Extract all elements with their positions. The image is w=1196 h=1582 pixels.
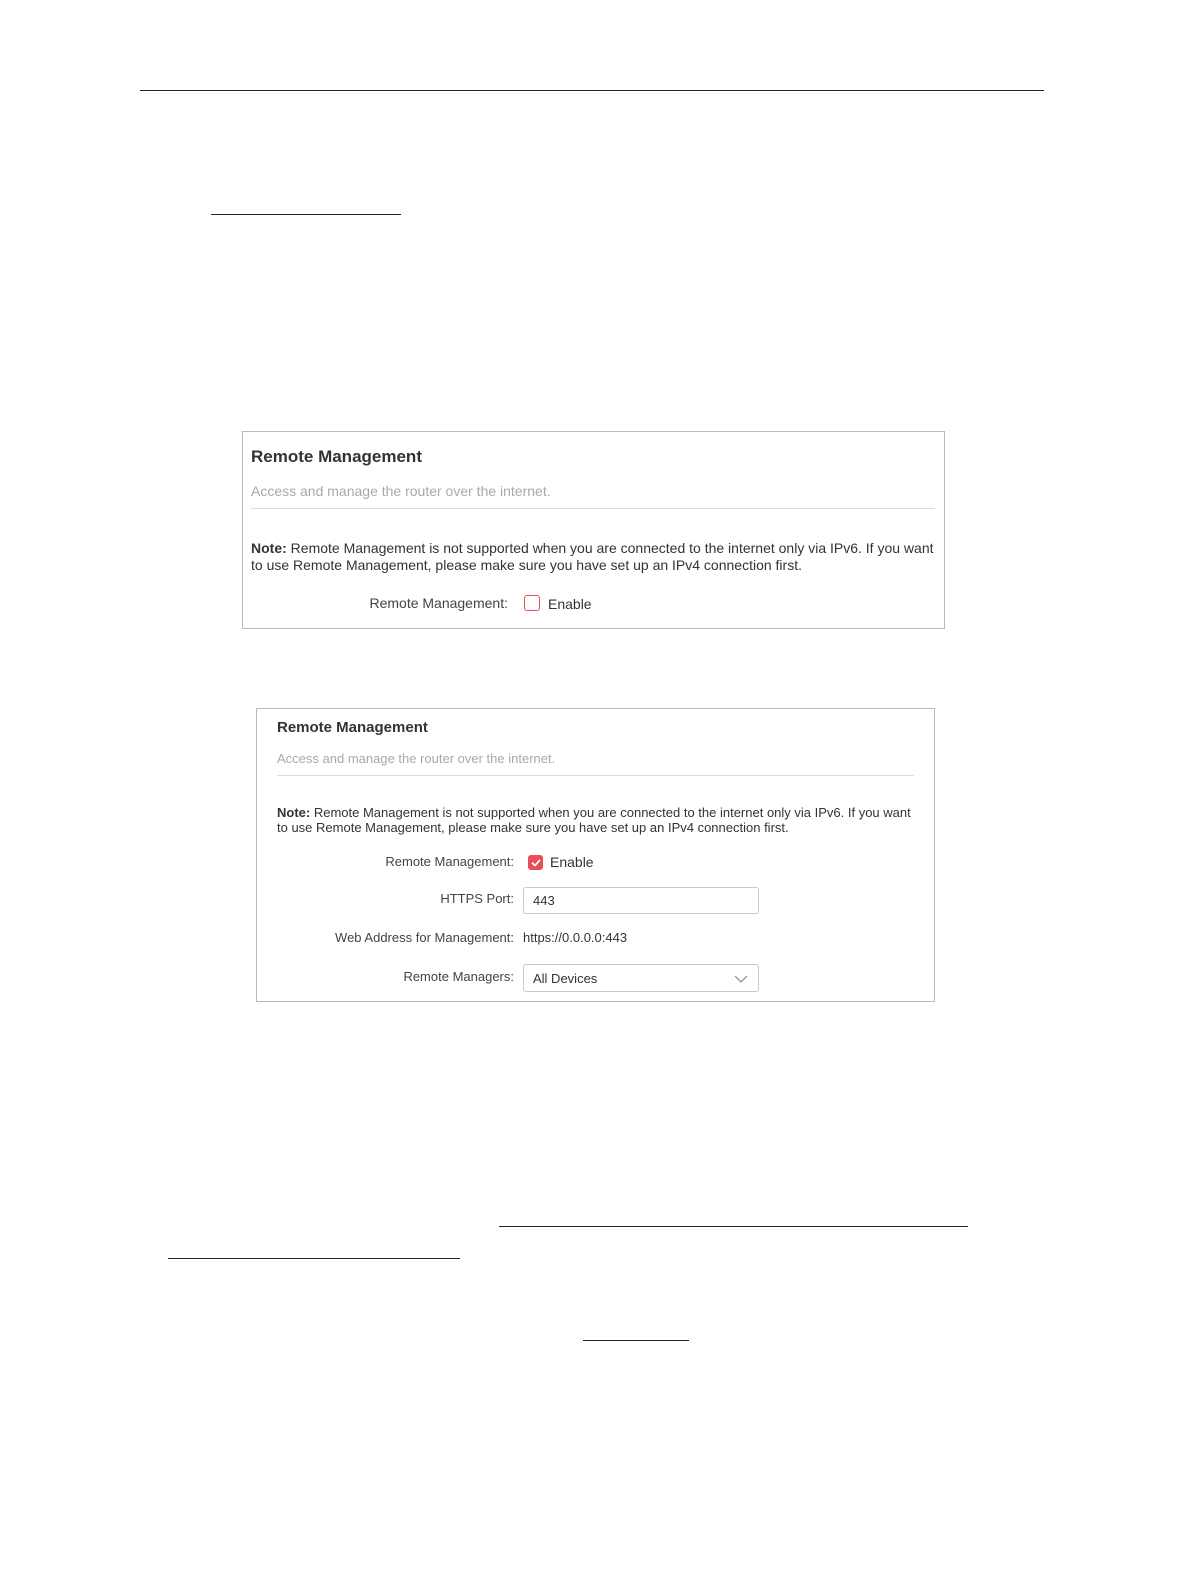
checkmark-icon xyxy=(530,857,542,869)
https-port-input[interactable] xyxy=(523,887,759,914)
chevron-down-icon xyxy=(734,975,748,983)
enable-label[interactable]: Enable xyxy=(548,596,592,612)
https-port-label: HTTPS Port: xyxy=(440,891,514,906)
link-underline xyxy=(499,1226,968,1227)
enable-checkbox[interactable] xyxy=(524,595,540,611)
panel-title: Remote Management xyxy=(277,719,428,736)
note-label: Note: xyxy=(277,805,311,820)
remote-managers-label: Remote Managers: xyxy=(403,969,514,984)
enable-checkbox[interactable] xyxy=(528,855,543,870)
panel-title: Remote Management xyxy=(251,447,422,466)
link-underline xyxy=(168,1258,460,1259)
link-underline xyxy=(211,214,401,215)
note-body: Remote Management is not supported when you are connected to the internet only via IPv6. If you want to use Remote Management, please make sure you have set up an IPv4 connection first. xyxy=(251,540,934,573)
web-address-value: https://0.0.0.0:443 xyxy=(523,930,628,945)
panel-divider xyxy=(251,508,935,509)
remote-management-panel-enabled xyxy=(256,708,935,1002)
remote-managers-select[interactable] xyxy=(523,964,759,992)
note-label: Note: xyxy=(251,540,287,556)
enable-label[interactable]: Enable xyxy=(550,854,594,870)
remote-management-label: Remote Management: xyxy=(369,595,508,611)
link-underline xyxy=(583,1340,689,1341)
header-rule xyxy=(140,90,1044,91)
note-text xyxy=(251,540,941,574)
panel-subtitle: Access and manage the router over the internet. xyxy=(251,483,551,499)
note-text xyxy=(277,805,917,835)
note-body: Remote Management is not supported when you are connected to the internet only via IPv6. If you want to use Remote Management, please make sure you have set up an IPv4 connection first. xyxy=(277,805,911,835)
https-port-value: 443 xyxy=(533,893,555,908)
web-address-label: Web Address for Management: xyxy=(335,930,514,945)
remote-management-panel-disabled xyxy=(242,431,945,629)
remote-managers-value: All Devices xyxy=(533,970,598,986)
panel-divider xyxy=(277,775,914,776)
remote-management-label: Remote Management: xyxy=(385,854,514,869)
panel-subtitle: Access and manage the router over the internet. xyxy=(277,751,556,766)
